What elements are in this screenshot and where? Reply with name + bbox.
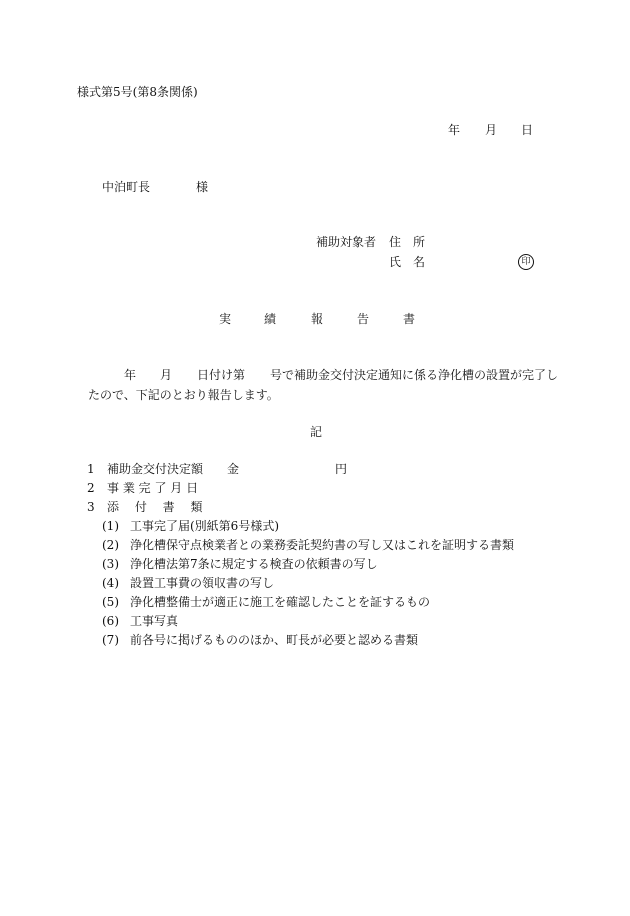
- item-number: 1: [87, 462, 95, 476]
- item-label: 補助金交付決定額: [107, 462, 204, 476]
- currency-unit: 円: [335, 462, 348, 476]
- applicant-role-label: 補助対象者: [316, 235, 377, 249]
- title-char: 書: [403, 312, 416, 326]
- date-day-label: 日: [521, 123, 534, 137]
- attachment-text: 浄化槽整備士が適正に施工を確認したことを証するもの: [130, 595, 431, 609]
- item-label: 添 付 書 類: [107, 500, 203, 514]
- body-day-ref: 日付け第: [197, 368, 246, 382]
- attachment-text: 前各号に掲げるもののほか、町長が必要と認める書類: [130, 633, 419, 647]
- attachment-number: (6): [102, 614, 119, 628]
- item-number: 3: [87, 500, 95, 514]
- addressee-name: 中泊町長: [102, 180, 151, 194]
- addressee-honorific: 様: [196, 180, 209, 194]
- body-line1-text: 号で補助金交付決定通知に係る浄化槽の設置が完了し: [270, 368, 559, 382]
- attachment-number: (2): [102, 538, 119, 552]
- attachment-text: 工事写真: [130, 614, 179, 628]
- body-year-label: 年: [124, 368, 137, 382]
- attachment-text: 浄化槽保守点検業者との業務委託契約書の写し又はこれを証明する書類: [130, 538, 515, 552]
- title-char: 報: [311, 312, 324, 326]
- currency-prefix: 金: [227, 462, 240, 476]
- attachment-number: (7): [102, 633, 119, 647]
- body-line2-text: たので、下記のとおり報告します。: [88, 388, 279, 402]
- attachment-number: (3): [102, 557, 119, 571]
- applicant-address-label: 住 所: [389, 235, 426, 249]
- attachment-number: (5): [102, 595, 119, 609]
- title-char: 告: [357, 312, 370, 326]
- applicant-name-label: 氏 名: [389, 255, 426, 269]
- title-char: 実: [219, 312, 232, 326]
- date-year-label: 年: [448, 123, 461, 137]
- attachment-text: 工事完了届(別紙第6号様式): [130, 519, 279, 533]
- form-number-header: 様式第5号(第8条関係): [77, 85, 198, 99]
- body-month-label: 月: [160, 368, 173, 382]
- item-number: 2: [87, 481, 95, 495]
- seal-mark: 印: [518, 254, 534, 270]
- ki-heading: 記: [310, 425, 323, 439]
- item-label: 事 業 完 了 月 日: [107, 481, 199, 495]
- date-month-label: 月: [485, 123, 498, 137]
- attachment-number: (1): [102, 519, 119, 533]
- attachment-text: 設置工事費の領収書の写し: [130, 576, 275, 590]
- attachment-number: (4): [102, 576, 119, 590]
- title-char: 績: [264, 312, 277, 326]
- attachment-text: 浄化槽法第7条に規定する検査の依頼書の写し: [130, 557, 378, 571]
